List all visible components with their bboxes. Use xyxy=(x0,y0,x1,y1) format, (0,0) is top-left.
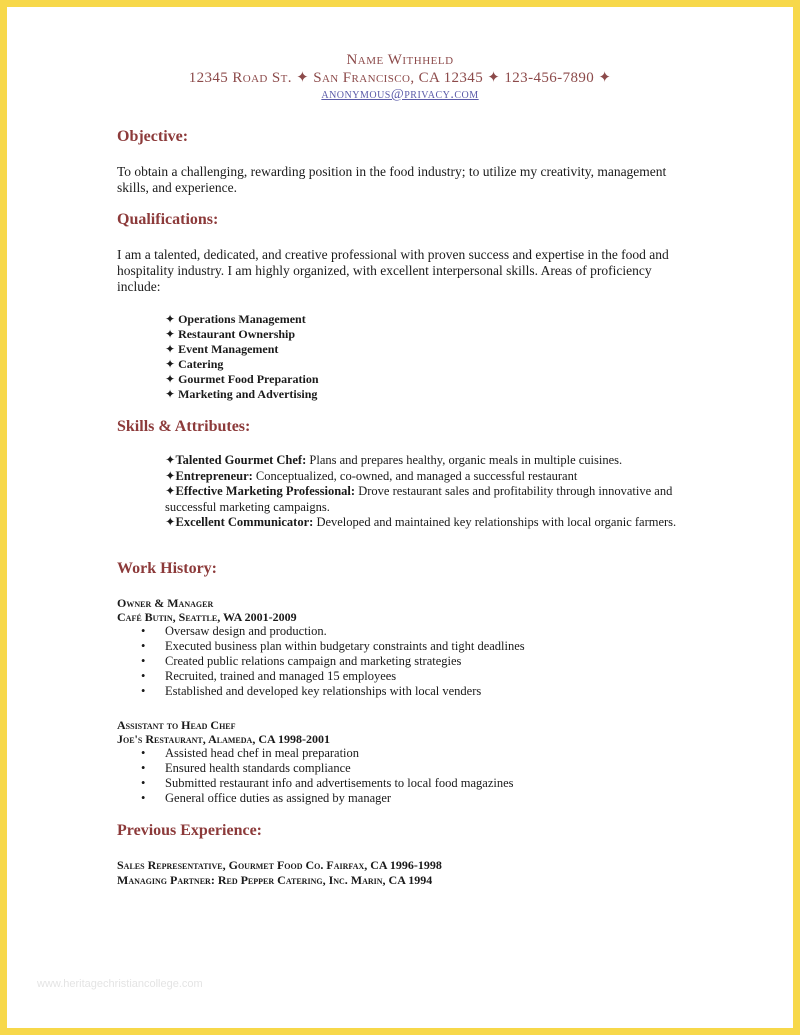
qualifications-text: I am a talented, dedicated, and creative professional with proven success and expertise in the food and hospitality industry. I am highly organized, with excellent interpersonal skills. Areas of proficiency include: xyxy=(117,247,669,294)
list-item: • Established and developed key relationships with local venders xyxy=(117,684,525,699)
list-item: ✦ Operations Management xyxy=(165,312,319,327)
list-item: • General office duties as assigned by manager xyxy=(117,791,514,806)
list-item: ✦ Marketing and Advertising xyxy=(165,387,319,402)
skill-text: Developed and maintained key relationships with local organic farmers. xyxy=(313,515,677,529)
resume-header xyxy=(7,51,793,103)
job-employer: Café Butin, Seattle, WA 2001-2009 xyxy=(117,610,297,624)
skill-label: Entrepreneur: xyxy=(175,468,253,483)
list-item: • Recruited, trained and managed 15 employees xyxy=(117,669,525,684)
skill-text: Plans and prepares healthy, organic meals in multiple cuisines. xyxy=(306,453,623,467)
list-item: • Oversaw design and production. xyxy=(117,624,525,639)
work-history-heading: Work History: xyxy=(117,560,217,577)
objective-text: To obtain a challenging, rewarding position in the food industry; to utilize my creativity, management skills, and experience. xyxy=(117,164,667,195)
list-item: ✦ Restaurant Ownership xyxy=(165,327,319,342)
list-item: ✦ Event Management xyxy=(165,342,319,357)
list-item: • Created public relations campaign and marketing strategies xyxy=(117,654,525,669)
watermark-text: www.heritagechristiancollege.com xyxy=(37,978,203,990)
qualifications-heading: Qualifications: xyxy=(117,211,219,228)
list-item: ✦ Gourmet Food Preparation xyxy=(165,372,319,387)
list-item: ✦ Catering xyxy=(165,357,319,372)
list-item: • Ensured health standards compliance xyxy=(117,761,514,776)
job-role: Assistant to Head Chef xyxy=(117,718,236,732)
job-bullets xyxy=(117,624,525,699)
skill-label: Excellent Communicator: xyxy=(175,515,314,529)
skill-label: Talented Gourmet Chef: xyxy=(175,453,307,467)
job-employer: Joe's Restaurant, Alameda, CA 1998-2001 xyxy=(117,732,330,746)
job-bullets xyxy=(117,746,514,806)
list-item xyxy=(165,515,695,531)
list-item xyxy=(165,469,695,485)
skill-label: Effective Marketing Professional: xyxy=(175,484,356,498)
resume-page xyxy=(7,7,793,1028)
previous-experience-list xyxy=(117,858,442,888)
list-item: • Executed business plan within budgetary constraints and tight deadlines xyxy=(117,639,525,654)
list-item: Sales Representative, Gourmet Food Co. Fairfax, CA 1996-1998 xyxy=(117,858,442,872)
list-item: • Assisted head chef in meal preparation xyxy=(117,746,514,761)
skill-text: Conceptualized, co-owned, and managed a successful restaurant xyxy=(252,468,578,483)
contact-address: 12345 Road St. ✦ San Francisco, CA 12345 ✦ 123-456-7890 ✦ xyxy=(188,70,612,86)
job-entry xyxy=(117,718,514,806)
skills-heading: Skills & Attributes: xyxy=(117,418,251,435)
job-entry xyxy=(117,596,525,699)
previous-experience-heading: Previous Experience: xyxy=(117,822,263,839)
skills-list xyxy=(165,453,695,531)
list-item xyxy=(165,453,695,469)
list-item xyxy=(165,484,695,515)
objective-heading: Objective: xyxy=(117,128,189,145)
skill-text: Drove restaurant sales and profitability through innovative and successful marketing campaigns. xyxy=(165,484,673,514)
candidate-name: Name Withheld xyxy=(346,52,454,68)
job-role: Owner & Manager xyxy=(117,596,214,610)
proficiency-list xyxy=(165,312,319,402)
contact-email-link[interactable]: anonymous@privacy.com xyxy=(321,87,479,102)
list-item: Managing Partner: Red Pepper Catering, Inc. Marin, CA 1994 xyxy=(117,873,433,887)
list-item: • Submitted restaurant info and advertisements to local food magazines xyxy=(117,776,514,791)
